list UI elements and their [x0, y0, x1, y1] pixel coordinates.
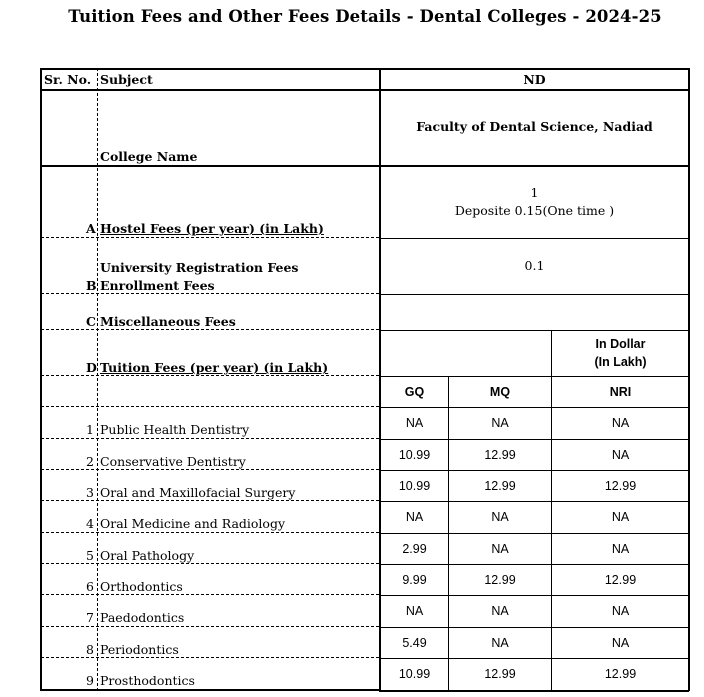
nri-value: 12.99: [604, 479, 637, 493]
subject-number: 1: [86, 422, 94, 437]
gq-value: NA: [405, 416, 424, 430]
subject-number: 7: [86, 610, 94, 625]
college-name: Faculty of Dental Science, Nadiad: [416, 119, 653, 134]
mq-value: 12.99: [484, 448, 516, 462]
subject-name: Oral Pathology: [100, 548, 195, 563]
dollar-label: In Dollar: [595, 337, 646, 351]
nri-value: NA: [611, 510, 630, 524]
college-code: ND: [523, 72, 546, 87]
nri-value: NA: [611, 416, 630, 430]
subject-number: 4: [86, 516, 94, 531]
registration-letter: B: [86, 278, 97, 293]
col-gq: GQ: [404, 385, 425, 399]
subject-number: 3: [86, 485, 94, 500]
subject-number: 5: [86, 548, 94, 563]
hostel-letter: A: [86, 221, 96, 236]
dollar-unit: (In Lakh): [594, 355, 647, 369]
mq-value: NA: [491, 416, 509, 430]
hostel-value: 1: [530, 185, 539, 200]
subject-name: Paedodontics: [100, 610, 185, 625]
enrollment-label: Enrollment Fees: [100, 278, 215, 293]
gq-value: 10.99: [398, 667, 431, 681]
mq-value: NA: [491, 636, 509, 650]
hostel-deposit: Deposite 0.15(One time ): [454, 203, 615, 218]
subject-name: Conservative Dentistry: [100, 454, 246, 469]
mq-value: 12.99: [484, 667, 516, 681]
gq-value: 10.99: [398, 479, 431, 493]
mq-value: NA: [491, 510, 509, 524]
subject-number: 8: [86, 642, 94, 657]
nri-value: 12.99: [604, 573, 637, 587]
nri-value: NA: [611, 542, 630, 556]
tuition-label: Tuition Fees (per year) (in Lakh): [100, 360, 329, 375]
registration-value: 0.1: [524, 258, 545, 273]
nri-value: NA: [611, 604, 630, 618]
col-nri: NRI: [609, 385, 632, 399]
subject-number: 6: [86, 579, 94, 594]
gq-value: NA: [405, 604, 424, 618]
nri-value: NA: [611, 636, 630, 650]
gq-value: 5.49: [402, 636, 427, 650]
subject-number: 2: [86, 454, 94, 469]
mq-value: 12.99: [484, 573, 516, 587]
hostel-label: Hostel Fees (per year) (in Lakh): [100, 221, 324, 236]
gq-value: 2.99: [402, 542, 427, 556]
subject-name: Prosthodontics: [100, 673, 195, 688]
subject-name: Orthodontics: [100, 579, 183, 594]
mq-value: NA: [491, 604, 509, 618]
subject-name: Oral Medicine and Radiology: [100, 516, 286, 531]
college-name-label: College Name: [100, 149, 198, 164]
col-mq: MQ: [489, 385, 511, 399]
misc-letter: C: [86, 314, 96, 329]
registration-label: University Registration Fees: [100, 260, 299, 275]
subject-number: 9: [86, 673, 94, 688]
gq-value: 9.99: [402, 573, 427, 587]
page-title: Tuition Fees and Other Fees Details - Dental Colleges - 2024-25: [68, 7, 662, 26]
mq-value: NA: [491, 542, 509, 556]
nri-value: 12.99: [604, 667, 637, 681]
subject-name: Oral and Maxillofacial Surgery: [100, 485, 296, 500]
gq-value: 10.99: [398, 448, 431, 462]
nri-value: NA: [611, 448, 630, 462]
gq-value: NA: [405, 510, 424, 524]
tuition-letter: D: [86, 360, 97, 375]
subject-header: Subject: [100, 72, 153, 87]
mq-value: 12.99: [484, 479, 516, 493]
misc-label: Miscellaneous Fees: [100, 314, 236, 329]
sr-no-header: Sr. No.: [44, 72, 92, 87]
subject-name: Public Health Dentistry: [100, 422, 250, 437]
subject-name: Periodontics: [100, 642, 179, 657]
